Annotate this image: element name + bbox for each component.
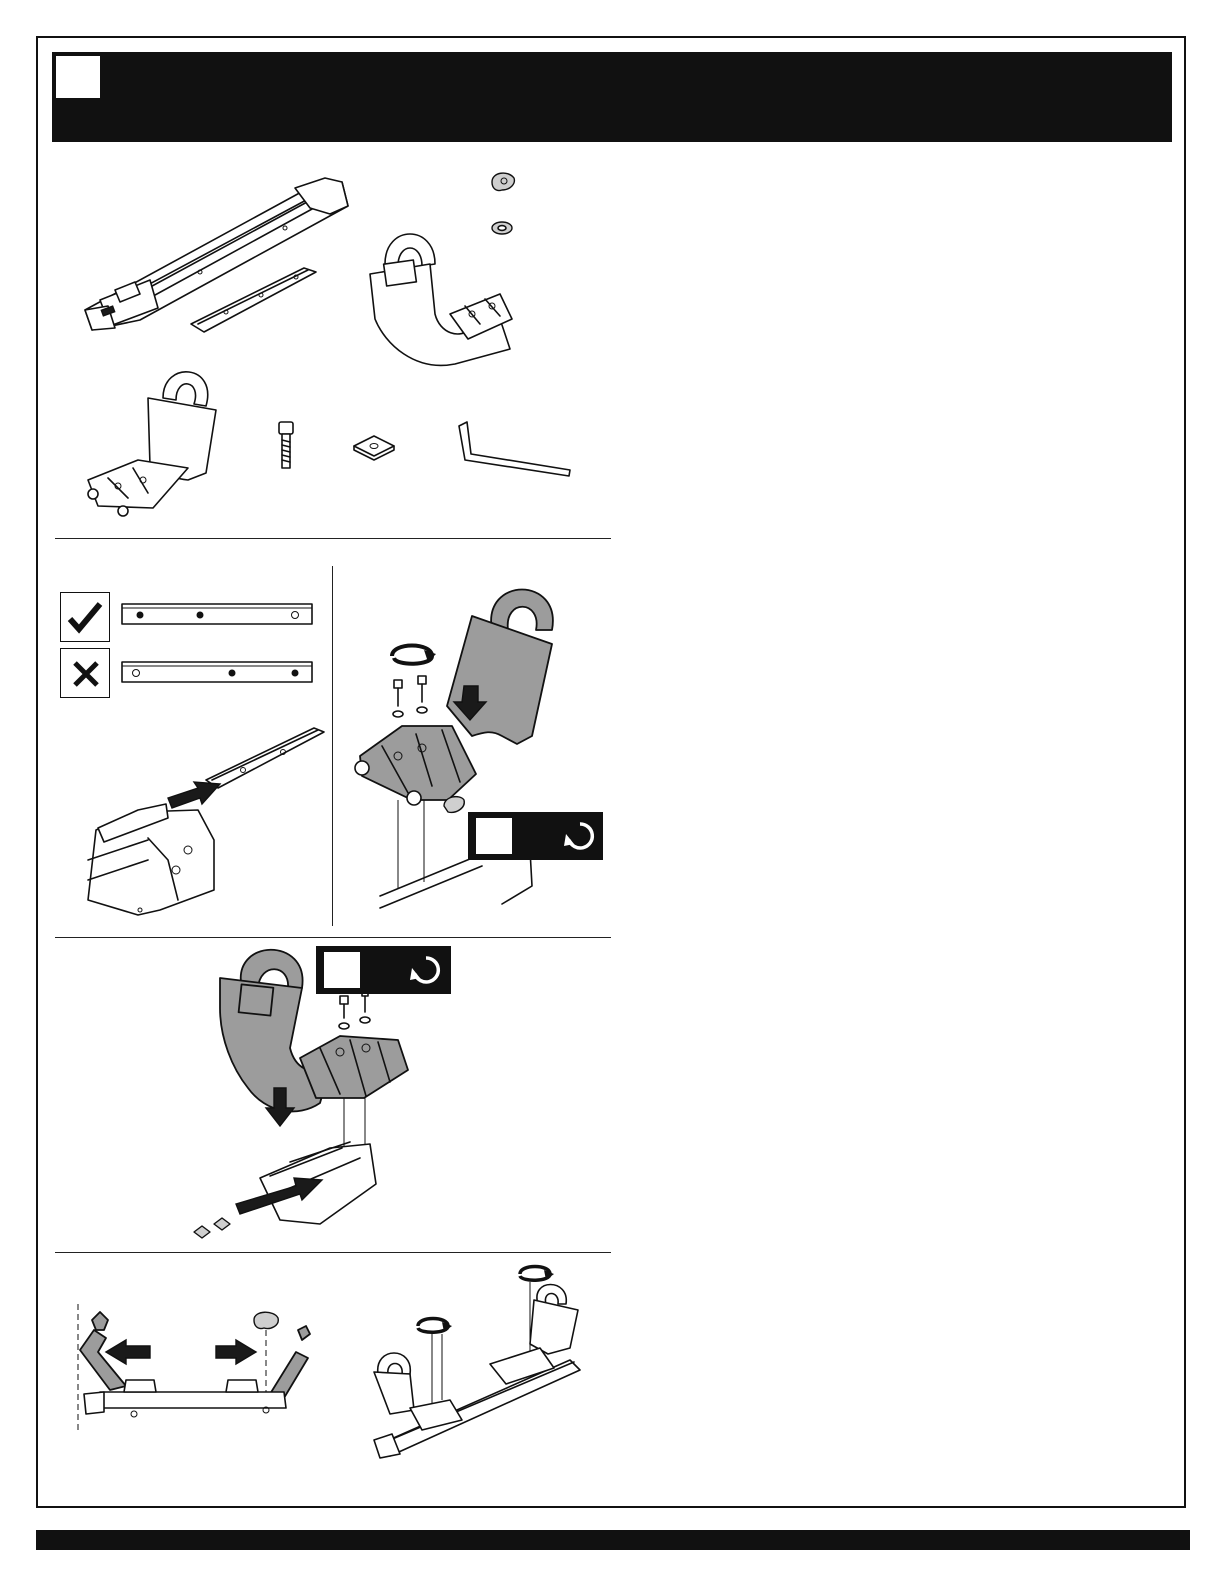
cradle-part-left: [78, 368, 238, 518]
callout-step-box: [324, 952, 360, 988]
instruction-callout-1: [468, 812, 603, 860]
cradle-part-right: [360, 224, 520, 374]
callout-step-box: [476, 818, 512, 854]
final-tighten-illustration: [370, 1264, 590, 1464]
hex-key-part: [455, 418, 575, 478]
bolt-part: [276, 420, 296, 472]
rotate-clockwise-icon: [410, 954, 442, 986]
rotate-clockwise-icon: [564, 820, 596, 852]
knob-part: [488, 170, 518, 194]
column-divider: [332, 566, 333, 926]
footer-bar: [36, 1530, 1190, 1550]
check-mark-icon: [60, 592, 110, 642]
step-number-box: [56, 56, 100, 98]
rail-strip-incorrect: [120, 660, 314, 686]
section-divider: [55, 937, 611, 938]
cradle-spacing-illustration: [70, 1290, 320, 1440]
rail-strip-part: [186, 262, 326, 342]
instruction-callout-2: [316, 946, 451, 994]
square-nut-part: [352, 432, 396, 462]
section-divider: [55, 1252, 611, 1253]
section-divider: [55, 538, 611, 539]
cradle-mount-illustration: [352, 586, 562, 916]
header-bar: [52, 52, 1172, 142]
cross-mark-icon: [60, 648, 110, 698]
washer-part: [490, 220, 514, 236]
strip-insert-illustration: [78, 720, 328, 920]
rail-strip-correct: [120, 602, 314, 628]
